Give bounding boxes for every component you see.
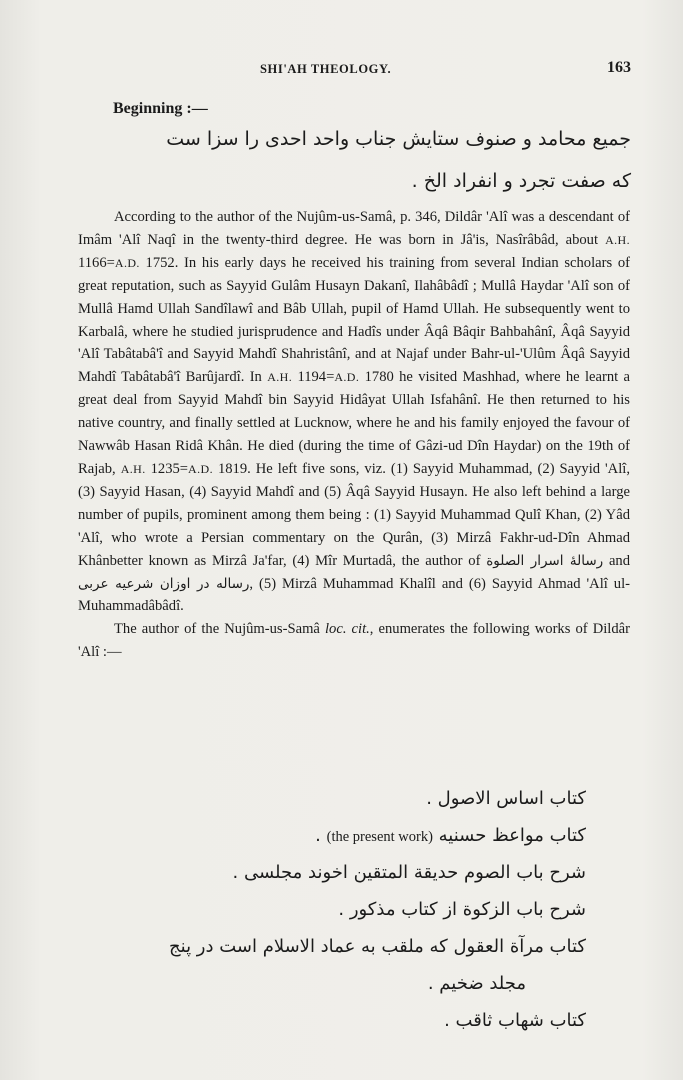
era-abbrev: A.D. — [334, 370, 360, 385]
text-run: The author of the Nujûm-us-Samâ — [114, 621, 320, 638]
work-end: . — [315, 825, 327, 846]
work-title: کتاب مواعظ حسنیه — [438, 825, 586, 846]
work-title: شرح باب الصوم حدیقة المتقین اخوند مجلسی . — [232, 862, 586, 883]
work-title: کتاب مرآة العقول که ملقب به عماد الاسلام است در پنج — [169, 936, 586, 957]
text-run: 1752. In his early days he received his training from several Indian scholars of great reputation, such as Sayyid Gulâm Husayn Dakanî, Ilahâbâdî ; Mullâ Haydar 'Alî son of Mullâ Hamd Ullah Sandîlawî and Bâb Ullah, pupil of Hamd Ullah. He subsequently went to Karbalâ, where he studied jurisprudence and Hadîs under Âqâ Bâqir Bahbahânî, Âqâ Sayyid 'Alî Tabâtabâ'î and Sayyid Mahdî Shahristânî, and at Najaf under Bahr-ul-'Ulûm Âqâ Sayyid Mahdî Tabâtabâ'î Barûjardî. In — [78, 254, 631, 386]
text-run: 1194= — [297, 369, 335, 386]
era-abbrev: A.D. — [188, 461, 213, 476]
arabic-opening-line-2: که صفت تجرد و انفراد الخ . — [411, 170, 631, 192]
biography-paragraph — [78, 206, 630, 618]
era-abbrev: A.H. — [267, 370, 293, 385]
work-item — [70, 1010, 586, 1047]
work-item-continuation — [70, 973, 586, 1010]
text-run: 1780 he visited Mashhad, where he learnt a great deal from Sayyid Mahdî bin Sayyid Hidâyat Ullah Isfahânî. He then returned to his native country, and finally settled at Lucknow, where he and his family enjoyed the favour of Nawwâb Hasan Ridâ Khân. He died (during the time of Gâzi-ud Dîn Haydar) on the 19th of Rajab, — [78, 369, 630, 477]
work-title: مجلد ضخیم . — [427, 973, 526, 994]
work-note: (the present work) — [326, 829, 433, 845]
arabic-title-inline: رسالهٔ اسرار الصلوة — [486, 552, 604, 569]
text-run: 1819. He left five sons, viz. (1) Sayyid Muhammad, (2) Sayyid 'Alî, (3) Sayyid Hasan, (4) Sayyid Mahdî and (5) Âqâ Sayyid Husayn. He also left behind a large number of pupils, prominent among them being : (1) Sayyid Muhammad Qulî Khan, (2) Yâd 'Alî, who wrote a Persian commentary on the Qurân, (3) Mirzâ Fakhr-ud-Dîn Ahmad Khânbetter known as Mirzâ Ja'far, (4) Mîr Murtadâ, the author of — [78, 460, 630, 569]
work-item — [70, 862, 586, 899]
body-text — [78, 206, 630, 664]
text-run: , (5) Mirzâ Muhammad Khalîl and (6) Sayyid Ahmad 'Alî ul-Muhammadâbâdî. — [78, 575, 630, 615]
work-item — [70, 788, 586, 825]
works-list — [70, 788, 586, 1047]
arabic-opening-line-1: جمیع محامد و صنوف ستایش جناب واحد احدی را سزا ست — [166, 128, 631, 150]
text-run: According to the author of the Nujûm-us-Samâ, p. 346, Dildâr 'Alî was a descendant of Imâm 'Alî Naqî in the twenty-third degree. He was born in Jâ'is, Nasîrâbâd, about — [78, 209, 630, 248]
beginning-label: Beginning :— — [113, 100, 208, 117]
text-run: 1166= — [78, 254, 115, 271]
text-run: , enumerates the following works of Dildâr 'Alî :— — [78, 621, 630, 661]
text-run: 1235= — [150, 460, 189, 477]
text-run: and — [608, 552, 631, 569]
era-abbrev: A.H. — [120, 461, 146, 476]
arabic-title-inline: رساله در اوزان شرعیه عربی — [78, 575, 250, 592]
work-item — [70, 936, 586, 973]
running-title: SHI'AH THEOLOGY. — [260, 62, 392, 76]
work-title: شرح باب الزکوة از کتاب مذکور . — [338, 899, 586, 920]
work-item — [70, 899, 586, 936]
work-item — [70, 825, 586, 862]
page-number: 163 — [607, 59, 631, 76]
loc-cit: loc. cit. — [324, 621, 370, 638]
era-abbrev: A.H. — [605, 232, 630, 247]
works-intro-paragraph — [78, 618, 630, 664]
era-abbrev: A.D. — [114, 255, 140, 270]
work-title: کتاب اساس الاصول . — [426, 788, 586, 809]
work-title: کتاب شهاب ثاقب . — [444, 1010, 586, 1031]
